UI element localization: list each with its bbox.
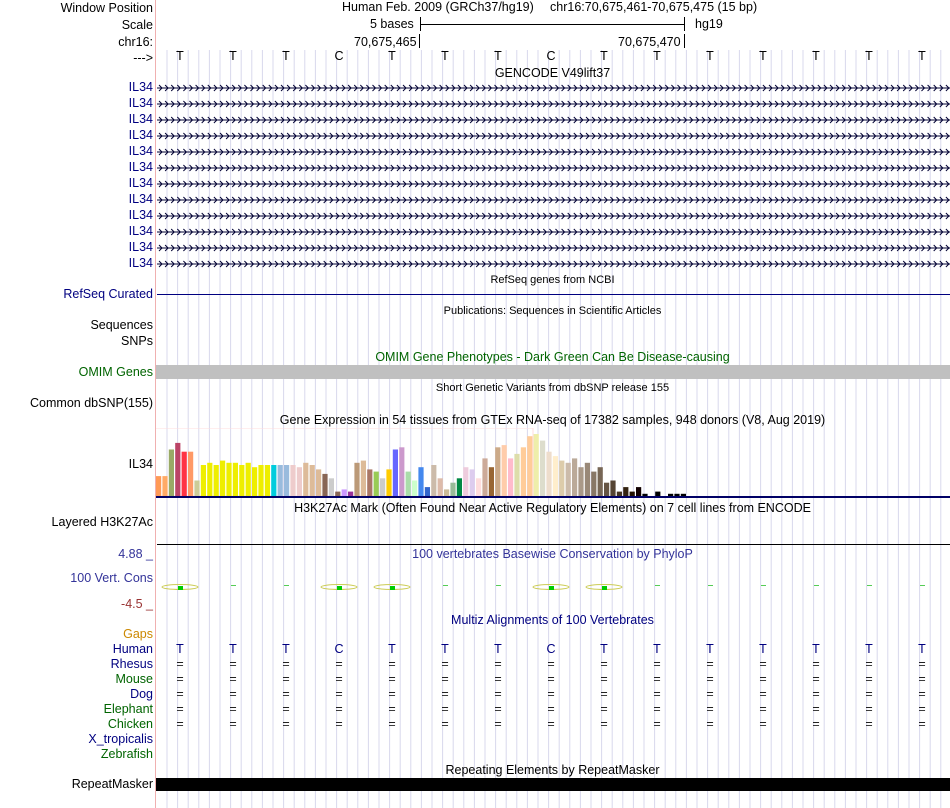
phylop-mark [337, 586, 342, 590]
gtex-bar [290, 465, 295, 496]
coord-right-tick [684, 34, 685, 48]
coord-right: 70,675,470 [618, 35, 681, 49]
gtex-bar [156, 476, 161, 496]
multiz-match-symbol: = [441, 672, 449, 686]
multiz-human-base: C [334, 642, 344, 656]
gtex-bar [188, 452, 193, 496]
multiz-match-symbol: = [176, 717, 184, 731]
multiz-match-symbol: = [653, 657, 661, 671]
multiz-match-symbol: = [812, 702, 820, 716]
multiz-match-symbol: = [441, 702, 449, 716]
gtex-bar [508, 458, 513, 496]
gtex-bar [527, 436, 532, 496]
multiz-match-symbol: = [812, 657, 820, 671]
gtex-bar [258, 465, 263, 496]
gtex-bar [380, 478, 385, 496]
multiz-match-symbol: = [335, 672, 343, 686]
base-letter: T [600, 49, 608, 63]
base-letter: C [546, 49, 556, 63]
multiz-match-symbol: = [441, 687, 449, 701]
base-letter: T [176, 49, 184, 63]
refseq-label[interactable]: RefSeq Curated [63, 287, 153, 301]
multiz-match-symbol: = [918, 687, 926, 701]
phylop-max: 4.88 _ [118, 547, 153, 561]
phylop-mark [920, 585, 925, 586]
gtex-bar [431, 465, 436, 496]
gencode-transcript-label[interactable]: IL34 [128, 96, 153, 110]
multiz-species-label[interactable]: Zebrafish [100, 747, 153, 761]
gtex-bar [604, 483, 609, 496]
gtex-bar [214, 465, 219, 496]
multiz-match-symbol: = [600, 687, 608, 701]
gencode-track-title[interactable]: GENCODE V49lift37 [494, 66, 611, 80]
base-letter: T [388, 49, 396, 63]
multiz-match-symbol: = [865, 657, 873, 671]
multiz-match-symbol: = [176, 657, 184, 671]
scale-bar [420, 17, 685, 31]
multiz-match-symbol: = [547, 672, 555, 686]
multiz-match-symbol: = [176, 702, 184, 716]
base-letter: T [494, 49, 502, 63]
base-letter: T [653, 49, 661, 63]
multiz-match-symbol: = [494, 687, 502, 701]
gtex-bar [623, 487, 628, 496]
multiz-match-symbol: = [176, 687, 184, 701]
multiz-match-symbol: = [388, 657, 396, 671]
gtex-bar [207, 463, 212, 496]
gtex-bar [418, 467, 423, 496]
multiz-match-symbol: = [865, 702, 873, 716]
phylop-track-title[interactable]: 100 vertebrates Basewise Conservation by PhyloP [412, 547, 693, 561]
coord-left-tick [419, 34, 420, 48]
multiz-match-symbol: = [918, 717, 926, 731]
gtex-bar [470, 469, 475, 496]
gtex-bar [246, 463, 251, 496]
publications-snps-label[interactable]: SNPs [121, 334, 153, 348]
multiz-match-symbol: = [229, 717, 237, 731]
repeatmasker-bar[interactable] [156, 778, 950, 791]
multiz-match-symbol: = [388, 687, 396, 701]
gencode-transcript-label[interactable]: IL34 [128, 144, 153, 158]
track-left-border [155, 0, 156, 808]
multiz-match-symbol: = [759, 717, 767, 731]
gtex-bar [444, 489, 449, 496]
gtex-bar [393, 450, 398, 497]
gencode-transcript-label[interactable]: IL34 [128, 128, 153, 142]
multiz-human-base: T [653, 642, 661, 656]
gtex-bar [546, 452, 551, 496]
multiz-match-symbol: = [494, 672, 502, 686]
multiz-match-symbol: = [865, 717, 873, 731]
coord-left: 70,675,465 [354, 35, 417, 49]
gtex-bar [559, 461, 564, 496]
multiz-match-symbol: = [282, 702, 290, 716]
multiz-match-symbol: = [600, 717, 608, 731]
h3k27ac-baseline [157, 544, 950, 545]
multiz-match-symbol: = [759, 657, 767, 671]
phylop-mark [602, 586, 607, 590]
multiz-match-symbol: = [547, 702, 555, 716]
gtex-bar [412, 481, 417, 497]
multiz-species-label[interactable]: Chicken [107, 717, 153, 731]
repeatmasker-track-title[interactable]: Repeating Elements by RepeatMasker [445, 763, 660, 777]
gtex-bar [674, 494, 679, 496]
gtex-bar [335, 492, 340, 496]
h3k27ac-track-title[interactable]: H3K27Ac Mark (Often Found Near Active Regulatory Elements) on 7 cell lines from ENCODE [294, 501, 811, 515]
gtex-bar [630, 492, 635, 496]
gencode-transcript-label[interactable]: IL34 [128, 160, 153, 174]
h3k27ac-label[interactable]: Layered H3K27Ac [51, 515, 153, 529]
multiz-human-base: T [759, 642, 767, 656]
gtex-bar [220, 461, 225, 496]
gtex-bar [457, 478, 462, 496]
multiz-match-symbol: = [547, 657, 555, 671]
gtex-bar [271, 465, 276, 496]
gtex-bar [399, 447, 404, 496]
gtex-bar [540, 441, 545, 496]
base-letter: T [918, 49, 926, 63]
gtex-bar [681, 494, 686, 496]
base-letter: T [759, 49, 767, 63]
phylop-mark [496, 585, 501, 586]
gencode-transcript-label[interactable]: IL34 [128, 80, 153, 94]
multiz-gaps-label[interactable]: Gaps [123, 627, 153, 641]
multiz-match-symbol: = [812, 717, 820, 731]
gencode-transcripts[interactable] [155, 80, 950, 272]
multiz-match-symbol: = [441, 717, 449, 731]
phylop-mark [284, 585, 289, 586]
gtex-bar [553, 456, 558, 496]
multiz-human-base: T [706, 642, 714, 656]
gtex-bar [406, 472, 411, 496]
multiz-match-symbol: = [706, 672, 714, 686]
multiz-match-symbol: = [441, 657, 449, 671]
gtex-bar [239, 465, 244, 496]
gtex-bar [502, 445, 507, 496]
phylop-mark [708, 585, 713, 586]
multiz-match-symbol: = [176, 672, 184, 686]
multiz-match-symbol: = [600, 657, 608, 671]
multiz-match-symbol: = [759, 687, 767, 701]
dbsnp-label[interactable]: Common dbSNP(155) [30, 396, 153, 410]
gtex-bar [182, 452, 187, 496]
position-text: chr16:70,675,461-70,675,475 (15 bp) [550, 0, 758, 14]
gtex-bar [598, 467, 603, 496]
multiz-track-title[interactable]: Multiz Alignments of 100 Vertebrates [451, 613, 654, 627]
dbsnp-track-title[interactable]: Short Genetic Variants from dbSNP release 155 [435, 382, 670, 394]
multiz-match-symbol: = [706, 717, 714, 731]
gtex-bar [668, 494, 673, 496]
multiz-human-base: T [229, 642, 237, 656]
multiz-match-symbol: = [229, 687, 237, 701]
multiz-match-symbol: = [759, 702, 767, 716]
multiz-human-base: T [918, 642, 926, 656]
gtex-bar [303, 463, 308, 496]
multiz-match-symbol: = [865, 672, 873, 686]
refseq-gene-line[interactable] [157, 294, 950, 295]
multiz-species-label[interactable]: Mouse [115, 672, 153, 686]
multiz-human-base: T [441, 642, 449, 656]
gtex-bar [572, 458, 577, 496]
gtex-chart[interactable] [155, 428, 950, 498]
gtex-bar [316, 469, 321, 496]
phylop-mark [178, 586, 183, 590]
multiz-match-symbol: = [335, 687, 343, 701]
gtex-bar [514, 454, 519, 496]
multiz-species-label[interactable]: X_tropicalis [88, 732, 153, 746]
gtex-bar [617, 492, 622, 496]
base-letter: T [229, 49, 237, 63]
gtex-bar [495, 447, 500, 496]
chrom-label: chr16: [118, 35, 153, 49]
gencode-transcript-label[interactable]: IL34 [128, 176, 153, 190]
multiz-match-symbol: = [918, 672, 926, 686]
gencode-transcript-label[interactable]: IL34 [128, 256, 153, 270]
multiz-match-symbol: = [600, 702, 608, 716]
multiz-species-label[interactable]: Human [112, 642, 153, 656]
gtex-bar [297, 467, 302, 496]
multiz-match-symbol: = [282, 657, 290, 671]
multiz-match-symbol: = [759, 672, 767, 686]
multiz-species-label[interactable]: Rhesus [110, 657, 153, 671]
gtex-bar [233, 463, 238, 496]
multiz-human-base: T [388, 642, 396, 656]
multiz-match-symbol: = [229, 672, 237, 686]
multiz-match-symbol: = [335, 702, 343, 716]
publications-track-title[interactable]: Publications: Sequences in Scientific Articles [443, 305, 662, 317]
multiz-human-base: T [865, 642, 873, 656]
gtex-bar [386, 469, 391, 496]
window-position-label: Window Position [60, 1, 153, 15]
multiz-human-base: T [176, 642, 184, 656]
multiz-match-symbol: = [388, 702, 396, 716]
gtex-bar [310, 465, 315, 496]
assembly-text: Human Feb. 2009 (GRCh37/hg19) [342, 0, 534, 14]
gencode-transcript-label[interactable]: IL34 [128, 208, 153, 222]
gtex-bar [252, 467, 257, 496]
gtex-bar [585, 463, 590, 496]
gtex-label[interactable]: IL34 [128, 457, 153, 471]
scale-text: 5 bases [370, 17, 414, 31]
multiz-human-base: T [494, 642, 502, 656]
gtex-bar [374, 472, 379, 496]
gtex-bar [591, 472, 596, 496]
gtex-track-title[interactable]: Gene Expression in 54 tissues from GTEx RNA-seq of 17382 samples, 948 donors (V8, Aug 2019) [279, 413, 826, 427]
gtex-bar [534, 434, 539, 496]
gtex-bar [482, 458, 487, 496]
base-letter: T [282, 49, 290, 63]
multiz-species-label[interactable]: Dog [130, 687, 153, 701]
gtex-bar [636, 487, 641, 496]
assembly-tag: hg19 [695, 17, 723, 31]
multiz-match-symbol: = [918, 702, 926, 716]
gtex-bar [361, 461, 366, 496]
multiz-species-label[interactable]: Elephant [103, 702, 153, 716]
multiz-match-symbol: = [706, 657, 714, 671]
gtex-bar [655, 492, 660, 496]
base-letter: T [865, 49, 873, 63]
multiz-match-symbol: = [335, 657, 343, 671]
gtex-bar [175, 443, 180, 496]
gtex-bar [566, 463, 571, 496]
gtex-bar [578, 467, 583, 496]
multiz-match-symbol: = [547, 687, 555, 701]
gtex-bar [354, 463, 359, 496]
gencode-transcript-label[interactable]: IL34 [128, 224, 153, 238]
gtex-bar [194, 481, 199, 497]
multiz-match-symbol: = [706, 687, 714, 701]
phylop-mark [549, 586, 554, 590]
gtex-bar [450, 483, 455, 496]
strand-label: ---> [133, 51, 153, 65]
gtex-bar [476, 478, 481, 496]
phylop-mark [867, 585, 872, 586]
gtex-bar [226, 463, 231, 496]
multiz-match-symbol: = [653, 702, 661, 716]
multiz-match-symbol: = [600, 672, 608, 686]
multiz-human-base: T [282, 642, 290, 656]
gtex-bar [367, 469, 372, 496]
repeatmasker-label[interactable]: RepeatMasker [71, 777, 153, 791]
gtex-bar [642, 494, 647, 496]
base-letter: T [812, 49, 820, 63]
gtex-bar [201, 465, 206, 496]
multiz-match-symbol: = [706, 702, 714, 716]
phylop-mark [390, 586, 395, 590]
gencode-transcript-label[interactable]: IL34 [128, 192, 153, 206]
multiz-match-symbol: = [653, 687, 661, 701]
multiz-match-symbol: = [494, 717, 502, 731]
multiz-match-symbol: = [865, 687, 873, 701]
multiz-match-symbol: = [388, 672, 396, 686]
phylop-label[interactable]: 100 Vert. Cons [70, 571, 153, 585]
multiz-match-symbol: = [494, 657, 502, 671]
multiz-human-base: T [812, 642, 820, 656]
gtex-bar [348, 492, 353, 496]
multiz-match-symbol: = [653, 672, 661, 686]
gtex-bar [342, 489, 347, 496]
omim-track-title[interactable]: OMIM Gene Phenotypes - Dark Green Can Be Disease-causing [375, 350, 730, 364]
phylop-mark [761, 585, 766, 586]
omim-gene-bar[interactable] [156, 365, 950, 379]
gtex-bar [438, 478, 443, 496]
multiz-match-symbol: = [547, 717, 555, 731]
multiz-match-symbol: = [388, 717, 396, 731]
gtex-bar [278, 465, 283, 496]
gtex-bar [329, 478, 334, 496]
multiz-match-symbol: = [229, 702, 237, 716]
multiz-match-symbol: = [282, 687, 290, 701]
gtex-bar [284, 465, 289, 496]
multiz-match-symbol: = [918, 657, 926, 671]
gtex-bar [162, 476, 167, 496]
gtex-bar [322, 474, 327, 496]
phylop-mark [443, 585, 448, 586]
multiz-match-symbol: = [282, 717, 290, 731]
refseq-track-title[interactable]: RefSeq genes from NCBI [490, 274, 615, 286]
base-letter: T [441, 49, 449, 63]
multiz-match-symbol: = [282, 672, 290, 686]
gtex-bar [265, 465, 270, 496]
phylop-mark [655, 585, 660, 586]
phylop-mark [814, 585, 819, 586]
omim-label[interactable]: OMIM Genes [78, 365, 153, 379]
gtex-bar [489, 467, 494, 496]
scale-label: Scale [121, 18, 153, 32]
gtex-bar [169, 450, 174, 497]
base-letter: T [706, 49, 714, 63]
base-letter: C [334, 49, 344, 63]
multiz-match-symbol: = [653, 717, 661, 731]
gencode-transcript-label[interactable]: IL34 [128, 240, 153, 254]
gtex-bar [521, 447, 526, 496]
multiz-match-symbol: = [812, 672, 820, 686]
multiz-match-symbol: = [812, 687, 820, 701]
gtex-bar [425, 487, 430, 496]
publications-sequences-label[interactable]: Sequences [90, 318, 153, 332]
multiz-human-base: T [600, 642, 608, 656]
phylop-signal[interactable] [155, 575, 950, 600]
phylop-mark [231, 585, 236, 586]
gtex-bar [610, 481, 615, 497]
multiz-match-symbol: = [229, 657, 237, 671]
multiz-match-symbol: = [335, 717, 343, 731]
gtex-bar [463, 467, 468, 496]
multiz-human-base: C [546, 642, 556, 656]
multiz-match-symbol: = [494, 702, 502, 716]
phylop-min: -4.5 _ [121, 597, 153, 611]
gencode-transcript-label[interactable]: IL34 [128, 112, 153, 126]
